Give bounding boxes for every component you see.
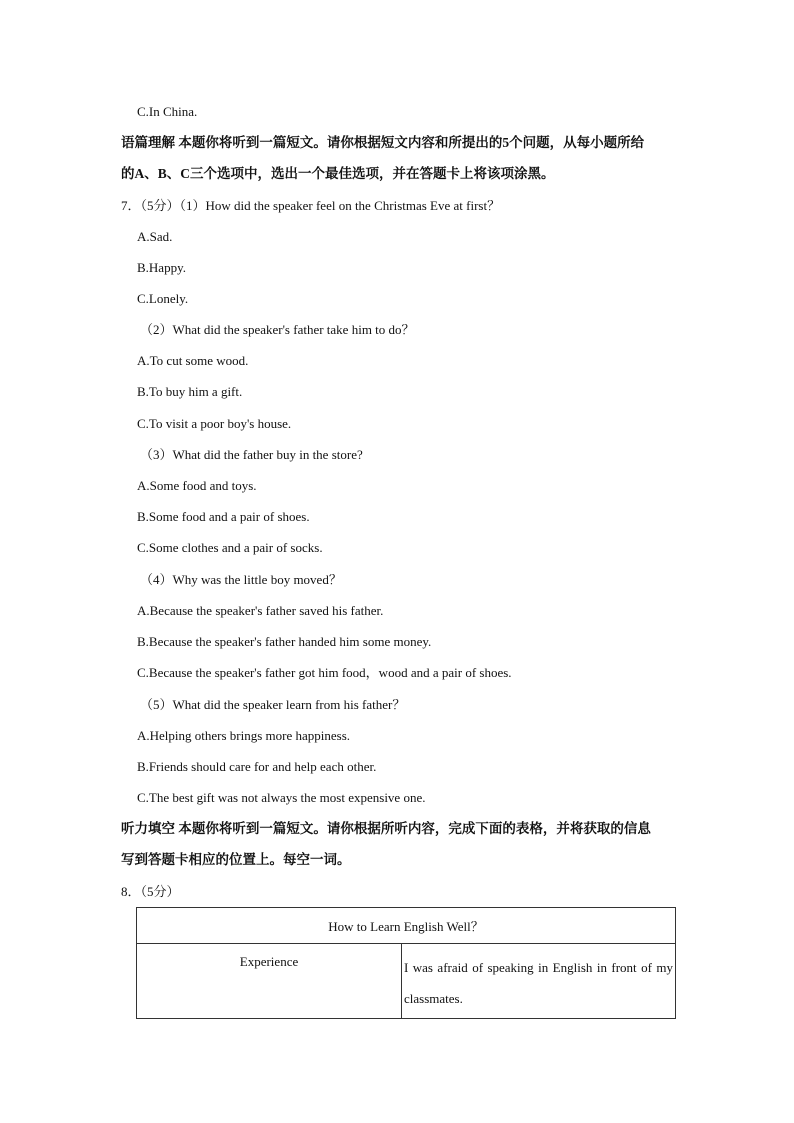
section-instruction-line-1: 语篇理解 本题你将听到一篇短文。请你根据短文内容和所提出的5个问题，从每小题所给 <box>121 135 645 150</box>
q7-4-question: （4）Why was the little boy moved？ <box>140 572 342 587</box>
q7-2-option-c: C.To visit a poor boy's house. <box>137 416 292 431</box>
question-8-header: 8．（5分） <box>121 884 180 899</box>
q7-4-option-c: C.Because the speaker's father got him food，wood and a pair of shoes. <box>137 665 512 680</box>
table-title-row <box>137 908 676 944</box>
q7-5-question: （5）What did the speaker learn from his father？ <box>140 697 406 712</box>
q7-5-option-c: C.The best gift was not always the most expensive one. <box>137 790 426 805</box>
section-2-instruction-line-2: 写到答题卡相应的位置上。每空一词。 <box>121 852 351 867</box>
q7-3-question: （3）What did the father buy in the store? <box>140 447 363 462</box>
q7-4-option-b: B.Because the speaker's father handed him some money. <box>137 634 432 649</box>
q7-1-option-b: B.Happy. <box>137 260 186 275</box>
section-instruction-line-2: 的A、B、C三个选项中，选出一个最佳选项，并在答题卡上将该项涂黑。 <box>121 166 555 181</box>
table-title: How to Learn English Well？ <box>137 908 676 944</box>
question-7-header: 7．（5分）（1）How did the speaker feel on the Christmas Eve at first？ <box>121 198 501 213</box>
q7-5-option-b: B.Friends should care for and help each other. <box>137 759 377 774</box>
q7-2-option-b: B.To buy him a gift. <box>137 384 243 399</box>
question-8-table <box>136 907 676 1019</box>
table-row-label: Experience <box>137 944 402 1019</box>
section-2-instruction-line-1: 听力填空 本题你将听到一篇短文。请你根据所听内容，完成下面的表格，并将获取的信息 <box>121 821 651 836</box>
q7-2-question: （2）What did the speaker's father take him to do？ <box>140 322 415 337</box>
q7-1-option-c: C.Lonely. <box>137 291 189 306</box>
option-c-in-china: C.In China. <box>137 104 198 119</box>
table-row-content: I was afraid of speaking in English in front of my classmates. <box>402 944 676 1019</box>
q7-3-option-c: C.Some clothes and a pair of socks. <box>137 540 323 555</box>
q7-2-option-a: A.To cut some wood. <box>137 353 249 368</box>
q7-3-option-a: A.Some food and toys. <box>137 478 257 493</box>
q7-4-option-a: A.Because the speaker's father saved his father. <box>137 603 384 618</box>
q7-3-option-b: B.Some food and a pair of shoes. <box>137 509 310 524</box>
table-row <box>137 944 676 1019</box>
q7-5-option-a: A.Helping others brings more happiness. <box>137 728 351 743</box>
q7-1-option-a: A.Sad. <box>137 229 173 244</box>
